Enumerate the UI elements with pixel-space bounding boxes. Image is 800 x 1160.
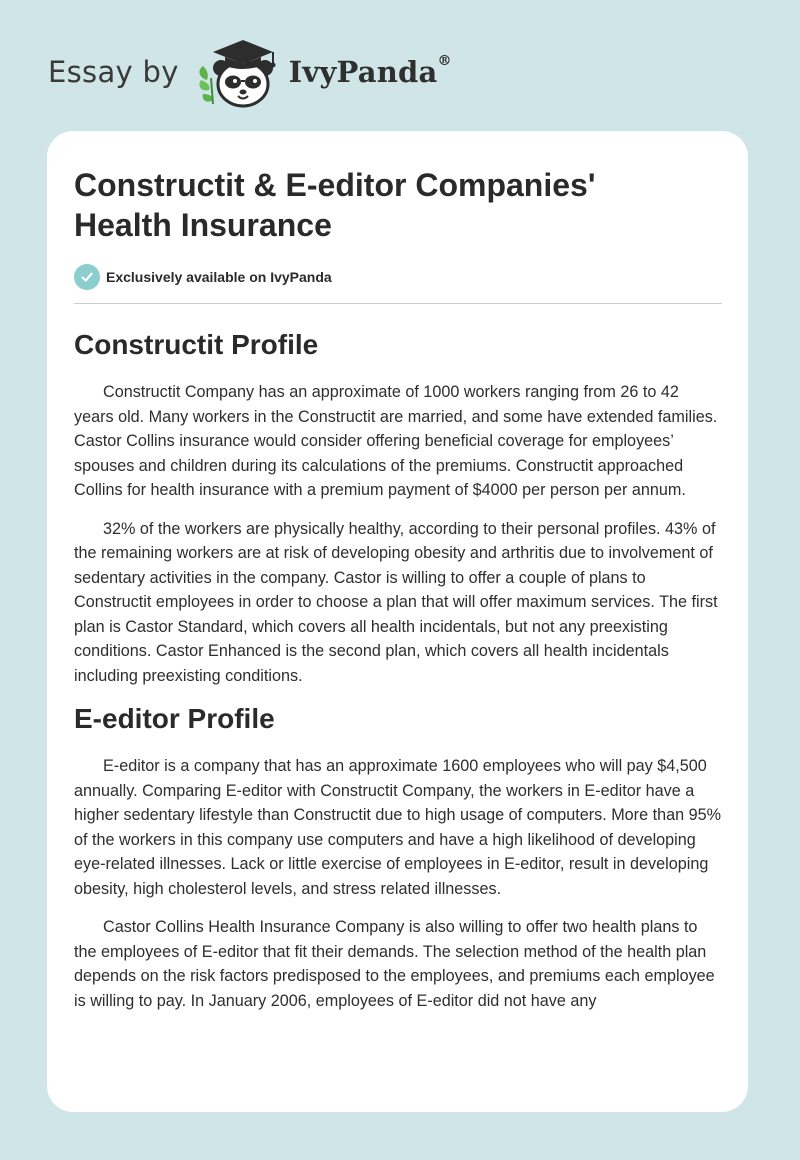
- paragraph: 32% of the workers are physically healthy, according to their personal profiles. 43% of the remaining workers are at risk of developing obesity and arthritis due to involvement of sedentary activities in the company. Castor is willing to offer a couple of plans to Constructit employees in order to choose a plan that will offer maximum services. The first plan is Castor Standard, which covers all health incidentals, but not any preexisting conditions. Castor Enhanced is the second plan, which covers all health incidentals including preexisting conditions.: [74, 519, 718, 685]
- section-heading: E-editor Profile: [74, 703, 275, 734]
- page-title: Constructit & E-editor Companies' Health Insurance: [74, 167, 596, 243]
- article-card: [47, 131, 748, 1112]
- site-header: [48, 34, 452, 110]
- paragraph: Constructit Company has an approximate of 1000 workers ranging from 26 to 42 years old. Many workers in the Constructit are married, and some have extended families. Castor Collins insurance would consider offering beneficial coverage for employees’ spouses and children during its calculations of the premiums. Constructit approached Collins for health insurance with a premium payment of $4000 per person per annum.: [74, 383, 718, 499]
- section-constructit-profile: [74, 328, 722, 688]
- exclusive-badge: [74, 264, 722, 290]
- ivy-leaf-icon: [199, 66, 213, 104]
- registered-mark: ®: [437, 53, 452, 69]
- paragraph: E-editor is a company that has an approximate 1600 employees who will pay $4,500 annually. Comparing E-editor with Constructit Company, the workers in E-editor have a higher sedentary lifestyle than Constructit due to high usage of computers. More than 95% of the workers in this company use computers and have a high likelihood of developing eye-related illnesses. Lack or little exercise of employees in E-editor, result in developing obesity, high cholesterol levels, and stress related illnesses.: [74, 757, 721, 898]
- brand-name[interactable]: [289, 55, 452, 89]
- brand-label: IvyPanda: [288, 55, 438, 89]
- section-heading: Constructit Profile: [74, 329, 319, 360]
- essay-by-label: Essay by: [48, 55, 179, 89]
- badge-text: Exclusively available on IvyPanda: [106, 269, 332, 285]
- paragraph: Castor Collins Health Insurance Company is also willing to offer two health plans to the employees of E-editor that fit their demands. The selection method of the health plan depends on the risk factors predisposed to the employees, and premiums each employee is willing to pay. In January 2006, employees of E-editor did not have any: [74, 918, 715, 1010]
- section-e-editor-profile: [74, 702, 722, 1013]
- check-circle-icon: [74, 264, 100, 290]
- panda-logo-icon[interactable]: [193, 34, 285, 110]
- divider: [74, 303, 722, 304]
